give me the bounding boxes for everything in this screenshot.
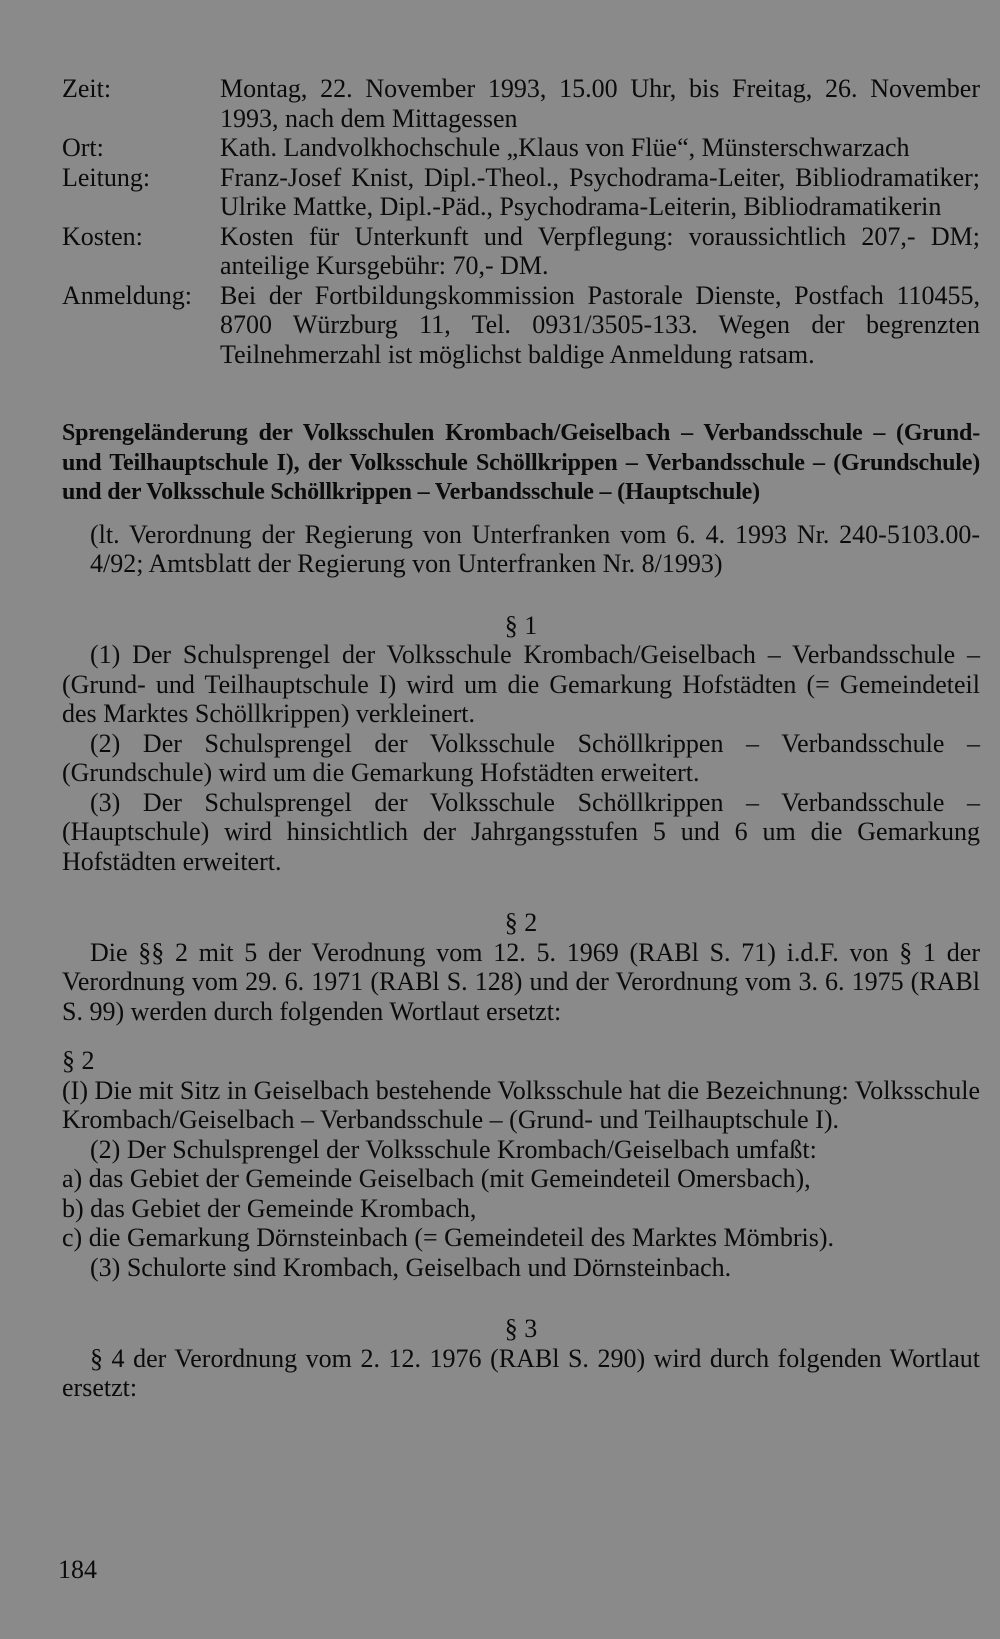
info-label-costs: Kosten: (62, 221, 143, 251)
quoted-paragraph-1: (I) Die mit Sitz in Geiselbach bestehende Volksschule hat die Bezeichnung: Volksschule Krombach/Geiselbach – Verbandsschule – (Grund- und Teilhauptschule I). (62, 1075, 980, 1134)
info-value-time: Montag, 22. November 1993, 15.00 Uhr, bis Freitag, 26. November 1993, nach dem Mittagessen (220, 74, 980, 133)
event-info-table (62, 74, 980, 369)
info-value-costs: Kosten für Unterkunft und Verpflegung: voraussichtlich 207,- DM; anteilige Kursgebühr: 70,- DM. (220, 221, 980, 280)
quoted-section-mark: § 2 (62, 1046, 95, 1075)
regulation-reference: (lt. Verordnung der Regierung von Unterfranken vom 6. 4. 1993 Nr. 240-5103.00-4/92; Amtsblatt der Regierung von Unterfranken Nr. 8/1993) (90, 519, 980, 578)
quoted-paragraph-2: (2) Der Schulsprengel der Volksschule Krombach/Geiselbach umfaßt: (90, 1134, 817, 1164)
info-value-registration: Bei der Fortbildungskommission Pastorale Dienste, Postfach 110455, 8700 Würzburg 11, Tel. 0931/3505-133. Wegen der begrenzten Teilnehmerzahl ist möglichst baldige Anmeldung ratsam. (220, 280, 980, 369)
info-label-time: Zeit: (62, 74, 112, 103)
info-label-registration: Anmeldung: (62, 280, 192, 310)
info-value-leadership: Franz-Josef Knist, Dipl.-Theol., Psychodrama-Leiter, Bibliodramatiker; Ulrike Mattke, Dipl.-Päd., Psychodrama-Leiterin, Bibliodramatikerin (220, 162, 980, 221)
section-1-paragraph-1: (1) Der Schulsprengel der Volksschule Krombach/Geiselbach – Verbandsschule – (Grund- und Teilhauptschule I) wird um die Gemarkung Hofstädten (= Gemeindeteil des Marktes Schöllkrippen) verkleinert. (62, 640, 980, 728)
section-2-intro: Die §§ 2 mit 5 der Verodnung vom 12. 5. 1969 (RABl S. 71) i.d.F. von § 1 der Verordnung vom 29. 6. 1971 (RABl S. 128) und der Verordnung vom 3. 6. 1975 (RABl S. 99) werden durch folgenden Wortlaut ersetzt: (62, 937, 980, 1026)
info-label-place: Ort: (62, 133, 104, 162)
document-page (62, 74, 980, 1403)
section-1-paragraph-2: (2) Der Schulsprengel der Volksschule Schöllkrippen – Verbandsschule – (Grundschule) wird um die Gemarkung Hofstädten erweitert. (62, 728, 980, 787)
quoted-paragraph-3: (3) Schulorte sind Krombach, Geiselbach und Dörnsteinbach. (90, 1252, 732, 1282)
section-2-mark: § 2 (504, 908, 538, 937)
info-label-leadership: Leitung: (62, 162, 151, 192)
section-3-text: § 4 der Verordnung vom 2. 12. 1976 (RABl S. 290) wird durch folgenden Wortlaut ersetzt: (62, 1343, 980, 1402)
page-number: 184 (58, 1555, 97, 1584)
section-3-mark: § 3 (504, 1314, 538, 1343)
section-1-mark: § 1 (504, 610, 538, 640)
list-item: a) das Gebiet der Gemeinde Geiselbach (mit Gemeindeteil Omersbach), (62, 1164, 811, 1193)
list-item: b) das Gebiet der Gemeinde Krombach, (62, 1193, 477, 1223)
section-heading: Sprengeländerung der Volksschulen Krombach/Geiselbach – Verbandsschule – (Grund- und Teilhauptschule I), der Volksschule Schöllkrippen – Verbandsschule – (Grundschule) und der Volksschule Schöllkrippen – Verbandsschule – (Hauptschule) (62, 420, 980, 505)
list-item: c) die Gemarkung Dörnsteinbach (= Gemeindeteil des Marktes Mömbris). (62, 1223, 835, 1252)
info-value-place: Kath. Landvolkhochschule „Klaus von Flüe“, Münsterschwarzach (220, 133, 910, 162)
section-1-paragraph-3: (3) Der Schulsprengel der Volksschule Schöllkrippen – Verbandsschule – (Hauptschule) wird hinsichtlich der Jahrgangsstufen 5 und 6 um die Gemarkung Hofstädten erweitert. (62, 787, 980, 876)
